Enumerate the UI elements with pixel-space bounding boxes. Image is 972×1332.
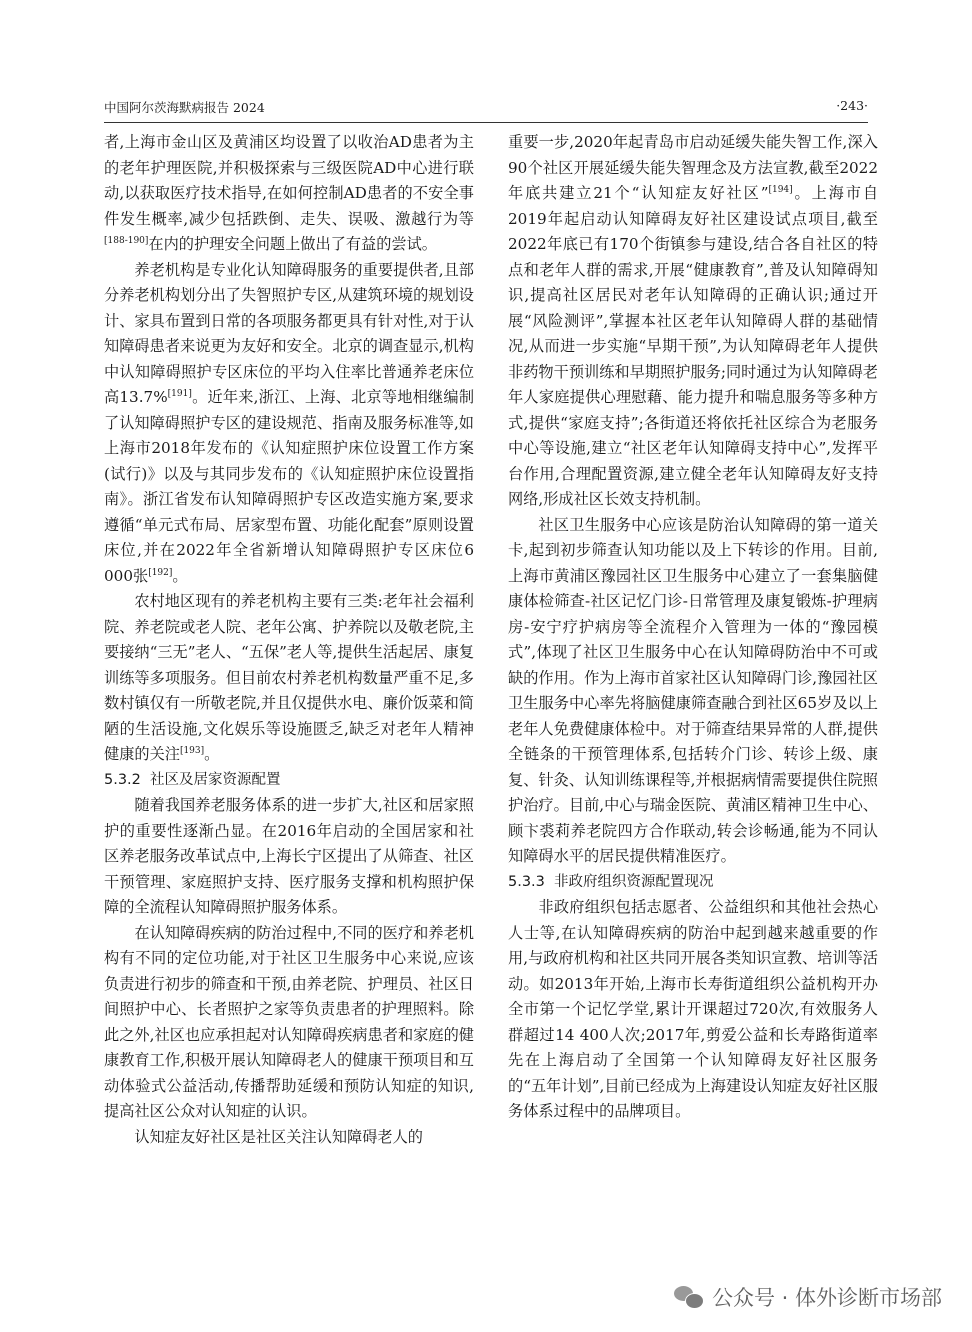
section-number: 5.3.3 [508, 873, 545, 890]
paragraph: 农村地区现有的养老机构主要有三类:老年社会福利院、养老院或老人院、老年公寓、护养院以及敬老院,主要接纳“三无”老人、“五保”老人等,提供生活起居、康复训练等多项服务。但目前农村养老机构数量严重不足,多数村镇仅有一所敬老院,并且仅提供水电、廉价饭菜和简陋的生活设施,文化娱乐等设施匮乏,缺乏对老年人精神健康的关注[193]。 [104, 592, 475, 763]
right-column [508, 130, 878, 1125]
paragraph: 在认知障碍疾病的防治过程中,不同的医疗和养老机构有不同的定位功能,对于社区卫生服务中心来说,应该负责进行初步的筛查和干预,由养老院、护理员、社区日间照护中心、长者照护之家等负责患者的护理照料。除此之外,社区也应承担起对认知障碍疾病患者和家庭的健康教育工作,积极开展认知障碍老人的健康干预项目和互动体验式公益活动,传播帮助延缓和预防认知症的知识,提高社区公众对认知症的认识。 [104, 923, 474, 1120]
paragraph: 社区卫生服务中心应该是防治认知障碍的第一道关卡,起到初步筛查认知功能以及上下转诊的作用。目前,上海市黄浦区豫园社区卫生服务中心建立了一套集脑健康体检筛查-社区记忆门诊-日常管理及康复锻炼-护理病房-安宁疗护病房等全流程介入管理为一体的“豫园模式”,体现了社区卫生服务中心在认知障碍防治中不可或缺的作用。作为上海市首家社区认知障碍门诊,豫园社区卫生服务中心率先将脑健康筛查融合到社区65岁及以上老年人免费健康体检中。对于筛查结果异常的人群,提供全链条的干预管理体系,包括转介门诊、转诊上级、康复、针灸、认知训练课程等,并根据病情需要提供住院照护治疗。目前,中心与瑞金医院、黄浦区精神卫生中心、顾卞裘莉养老院四方合作联动,转会诊畅通,能为不同认知障碍水平的居民提供精准医疗。 [508, 515, 878, 865]
page-number: ·243· [836, 98, 868, 113]
watermark [674, 1282, 942, 1312]
citation: [194] [768, 184, 793, 195]
paragraph: 认知症友好社区是社区关注认知障碍老人的 [134, 1127, 423, 1146]
section-heading [508, 870, 878, 896]
header-rule [104, 122, 868, 123]
running-head [104, 98, 868, 118]
paragraph: 随着我国养老服务体系的进一步扩大,社区和居家照护的重要性逐渐凸显。在2016年启动的全国居家和社区养老服务改革试点中,上海长宁区提出了从筛查、社区干预管理、家庭照护支持、医疗服务支撑和机构照护保障的全流程认知障碍照护服务体系。 [104, 796, 474, 916]
wechat-icon [674, 1284, 704, 1310]
book-title: 中国阿尔茨海默病报告 2024 [104, 100, 265, 115]
section-number: 5.3.2 [104, 771, 141, 788]
paragraph: 非政府组织包括志愿者、公益组织和其他社会热心人士等,在认知障碍疾病的防治中起到越来越重要的作用,与政府机构和社区共同开展各类知识宣教、培训等活动。如2013年开始,上海市长寿街道组织公益机构开办全市第一个记忆学堂,累计开课超过720次,有效服务人群超过14 400人次;2017年,剪爱公益和长寿路街道率先在上海启动了全国第一个认知障碍友好社区服务的“五年计划”,目前已经成为上海建设认知症友好社区服务体系过程中的品牌项目。 [508, 898, 878, 1120]
citation: [188-190] [104, 235, 149, 246]
left-column [104, 130, 474, 1150]
paragraph: 者,上海市金山区及黄浦区均设置了以收治AD患者为主的老年护理医院,并积极探索与三级医院AD中心进行联动,以获取医疗技术指导,在如何控制AD患者的不安全事件发生概率,减少包括跌倒、走失、误吸、激越行为等[188-190]在内的护理安全问题上做出了有益的尝试。 [104, 133, 474, 253]
watermark-text: 公众号 · 体外诊断市场部 [711, 1286, 942, 1310]
paragraph: 重要一步,2020年起青岛市启动延缓失能失智工作,深入90个社区开展延缓失能失智理念及方法宣教,截至2022年底共建立21个“认知症友好社区”[194]。上海市自2019年起启动认知障碍友好社区建设试点项目,截至2022年底已有170个街镇参与建设,结合各自社区的特点和老年人群的需求,开展“健康教育”,普及认知障碍知识,提高社区居民对老年认知障碍的正确认识;通过开展“风险测评”,掌握本社区老年认知障碍人群的基础情况,从而进一步实施“早期干预”,为认知障碍老年人提供非药物干预训练和早期照护服务;同时通过为认知障碍老年人家庭提供心理慰藉、能力提升和喘息服务等多种方式,提供“家庭支持”;各街道还将依托社区综合为老服务中心等设施,建立“社区老年认知障碍支持中心”,发挥平台作用,合理配置资源,建立健全老年认知障碍友好支持网络,形成社区长效支持机制。 [508, 133, 879, 508]
section-title: 社区及居家资源配置 [150, 771, 281, 788]
paragraph: 养老机构是专业化认知障碍服务的重要提供者,且部分养老机构划分出了失智照护专区,从建筑环境的规划设计、家具布置到日常的各项服务都更具有针对性,对于认知障碍患者来说更为友好和安全。北京的调查显示,机构中认知障碍照护专区床位的平均入住率比普通养老床位高13.7%[191]。近年来,浙江、上海、北京等地相继编制了认知障碍照护专区的建设规范、指南及服务标准等,如上海市2018年发布的《认知症照护床位设置工作方案(试行)》以及与其同步发布的《认知症照护床位设置指南》。浙江省发布认知障碍照护专区改造实施方案,要求遵循“单元式布局、居家型布置、功能化配套”原则设置床位,并在2022年全省新增认知障碍照护专区床位6 000张[192]。 [104, 260, 475, 585]
section-title: 非政府组织资源配置现况 [554, 873, 714, 890]
section-heading [104, 768, 474, 794]
citation: [193] [179, 745, 205, 756]
citation: [192] [148, 567, 173, 578]
citation: [191] [167, 388, 192, 399]
